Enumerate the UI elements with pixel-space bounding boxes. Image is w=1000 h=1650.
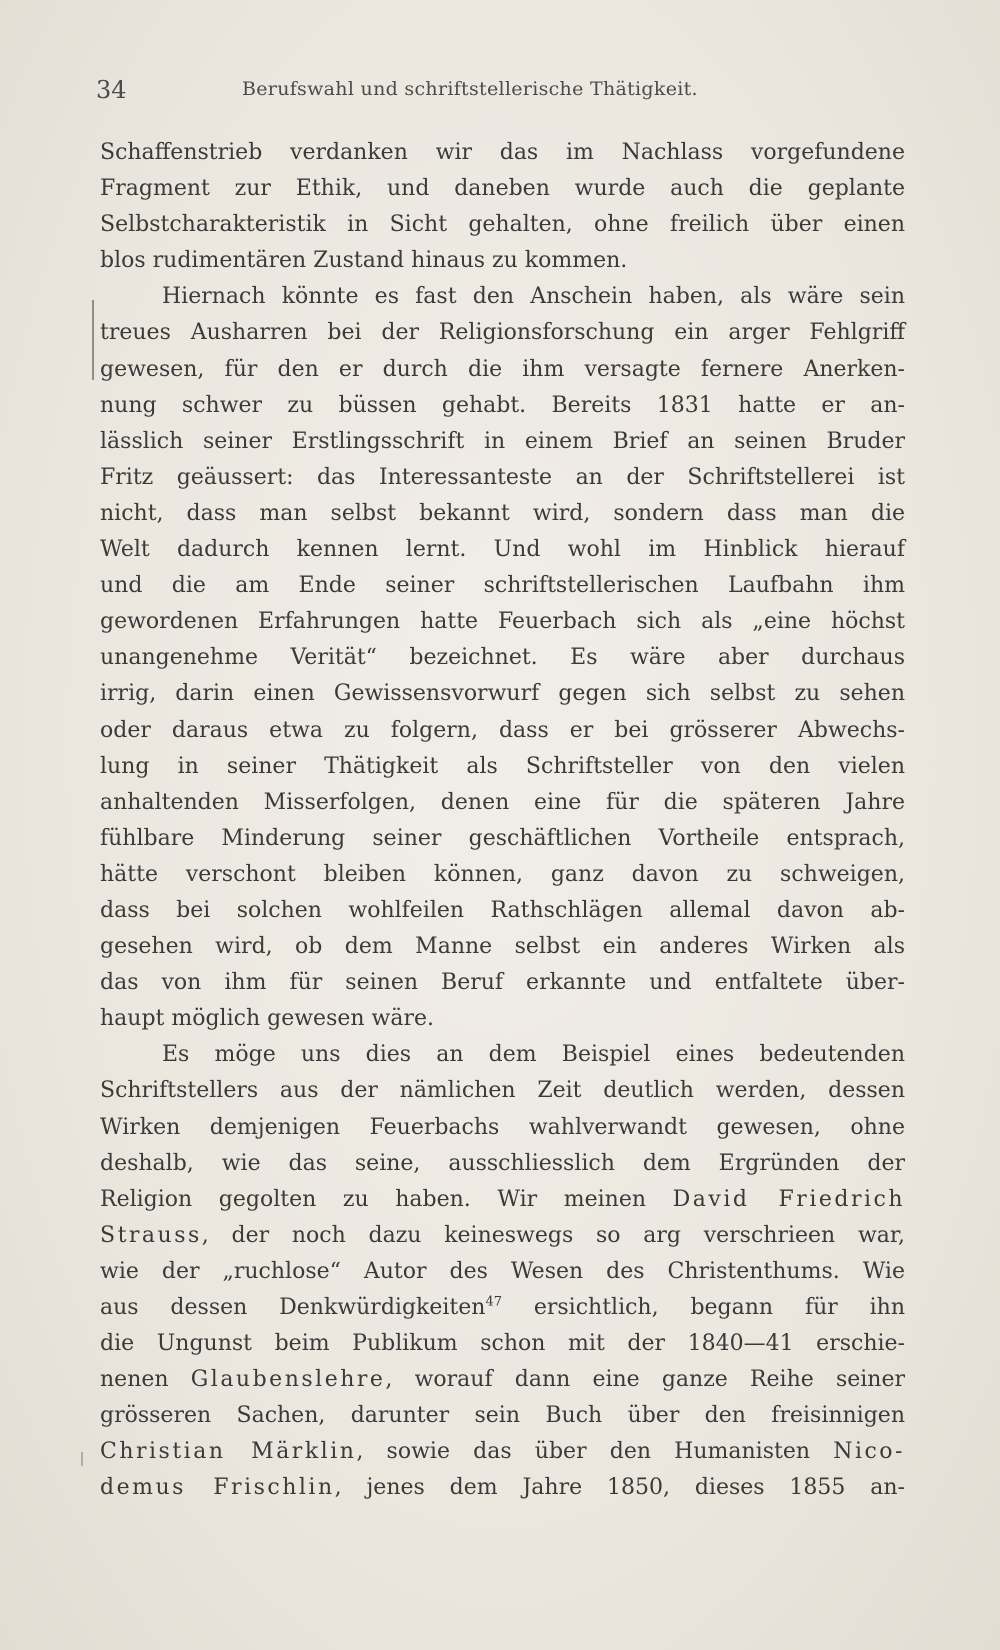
spaced-name: demus Frischlin — [100, 1475, 335, 1501]
text-line: oder daraus etwa zu folgern, dass er bei grösserer Abwechs- — [100, 717, 905, 743]
text-line: Schaffenstrieb verdanken wir das im Nachlass vorgefundene — [100, 140, 905, 165]
text-segment: , jenes dem Jahre 1850, dieses 1855 an- — [334, 1475, 905, 1501]
text-line — [100, 1290, 905, 1326]
text-segment: , der noch dazu keineswegs so arg verschrieen war, — [201, 1222, 905, 1248]
text-segment: nenen — [100, 1367, 169, 1393]
text-segment: aus dessen Denkwürdigkeiten — [100, 1295, 486, 1320]
text-line: grösseren Sachen, darunter sein Buch über den freisinnigen — [100, 1403, 905, 1429]
text-line — [100, 1434, 905, 1470]
pencil-margin-tick — [81, 1452, 83, 1466]
text-segment: , sowie das über den Humanisten — [356, 1439, 811, 1465]
page-number: 34 — [96, 76, 127, 104]
spaced-name: Christian Märklin — [100, 1439, 357, 1465]
text-line — [100, 1362, 905, 1398]
page-header — [96, 76, 856, 110]
text-line: gesehen wird, ob dem Manne selbst ein anderes Wirken als — [100, 934, 905, 960]
text-line: hätte verschont bleiben können, ganz davon zu schweigen, — [100, 861, 905, 887]
text-line: Welt dadurch kennen lernt. Und wohl im Hinblick hierauf — [100, 537, 905, 563]
text-line: irrig, darin einen Gewissensvorwurf gegen sich selbst zu sehen — [100, 681, 905, 707]
text-line — [100, 1182, 905, 1218]
spaced-name: Nico- — [833, 1439, 905, 1465]
spaced-title: Glaubenslehre — [190, 1367, 386, 1393]
text-line: Schriftstellers aus der nämlichen Zeit deutlich werden, dessen — [100, 1078, 905, 1104]
text-line: dass bei solchen wohlfeilen Rathschlägen allemal davon ab- — [100, 897, 905, 923]
text-line: fühlbare Minderung seiner geschäftlichen Vortheile entsprach, — [100, 825, 905, 851]
text-line: lung in seiner Thätigkeit als Schriftsteller von den vielen — [100, 753, 905, 779]
spaced-name: David Friedrich — [672, 1186, 906, 1212]
text-line: nicht, dass man selbst bekannt wird, sondern dass man die — [100, 500, 905, 526]
running-head: Berufswahl und schriftstellerische Thätigkeit. — [242, 78, 698, 100]
text-line: die Ungunst beim Publikum schon mit der 1840—41 erschie- — [100, 1331, 905, 1357]
footnote-ref: 47 — [485, 1294, 502, 1310]
text-line: Hiernach könnte es fast den Anschein haben, als wäre sein — [162, 284, 905, 310]
text-line: nung schwer zu büssen gehabt. Bereits 1831 hatte er an- — [100, 392, 905, 418]
text-line: unangenehme Verität“ bezeichnet. Es wäre aber durchaus — [100, 645, 905, 671]
text-line — [100, 1470, 905, 1506]
text-line: deshalb, wie das seine, ausschliesslich dem Ergründen der — [100, 1150, 905, 1176]
pencil-margin-mark — [92, 300, 94, 380]
text-line: Es möge uns dies an dem Beispiel eines bedeutenden — [162, 1042, 905, 1068]
text-line: haupt möglich gewesen wäre. — [100, 1006, 435, 1032]
text-line: anhaltenden Misserfolgen, denen eine für die späteren Jahre — [100, 789, 905, 815]
text-line: wie der „ruchlose“ Autor des Wesen des Christenthums. Wie — [100, 1258, 905, 1284]
text-line: das von ihm für seinen Beruf erkannte und entfaltete über- — [100, 970, 905, 996]
text-segment: , worauf dann eine ganze Reihe seiner — [385, 1367, 905, 1393]
spaced-name: Strauss — [100, 1222, 202, 1248]
text-line: Fritz geäussert: das Interessanteste an der Schriftstellerei ist — [100, 464, 905, 490]
text-line: treues Ausharren bei der Religionsforschung ein arger Fehlgriff — [100, 320, 905, 346]
text-segment: ersichtlich, begann für ihn — [502, 1295, 905, 1320]
text-line: und die am Ende seiner schriftstellerischen Laufbahn ihm — [100, 573, 905, 599]
text-line — [100, 1218, 905, 1254]
text-line: Fragment zur Ethik, und daneben wurde auch die geplante — [100, 176, 905, 202]
body-text — [100, 135, 905, 1507]
text-line: Selbstcharakteristik in Sicht gehalten, ohne freilich über einen — [100, 212, 905, 238]
text-line: lässlich seiner Erstlingsschrift in einem Brief an seinen Bruder — [100, 428, 905, 454]
text-line: gewordenen Erfahrungen hatte Feuerbach sich als „eine höchst — [100, 609, 905, 635]
text-segment: Religion gegolten zu haben. Wir meinen — [100, 1186, 647, 1212]
text-line: gewesen, für den er durch die ihm versagte fernere Anerken- — [100, 356, 905, 382]
text-line: Wirken demjenigen Feuerbachs wahlverwandt gewesen, ohne — [100, 1114, 905, 1140]
text-line: blos rudimentären Zustand hinaus zu kommen. — [100, 248, 628, 274]
